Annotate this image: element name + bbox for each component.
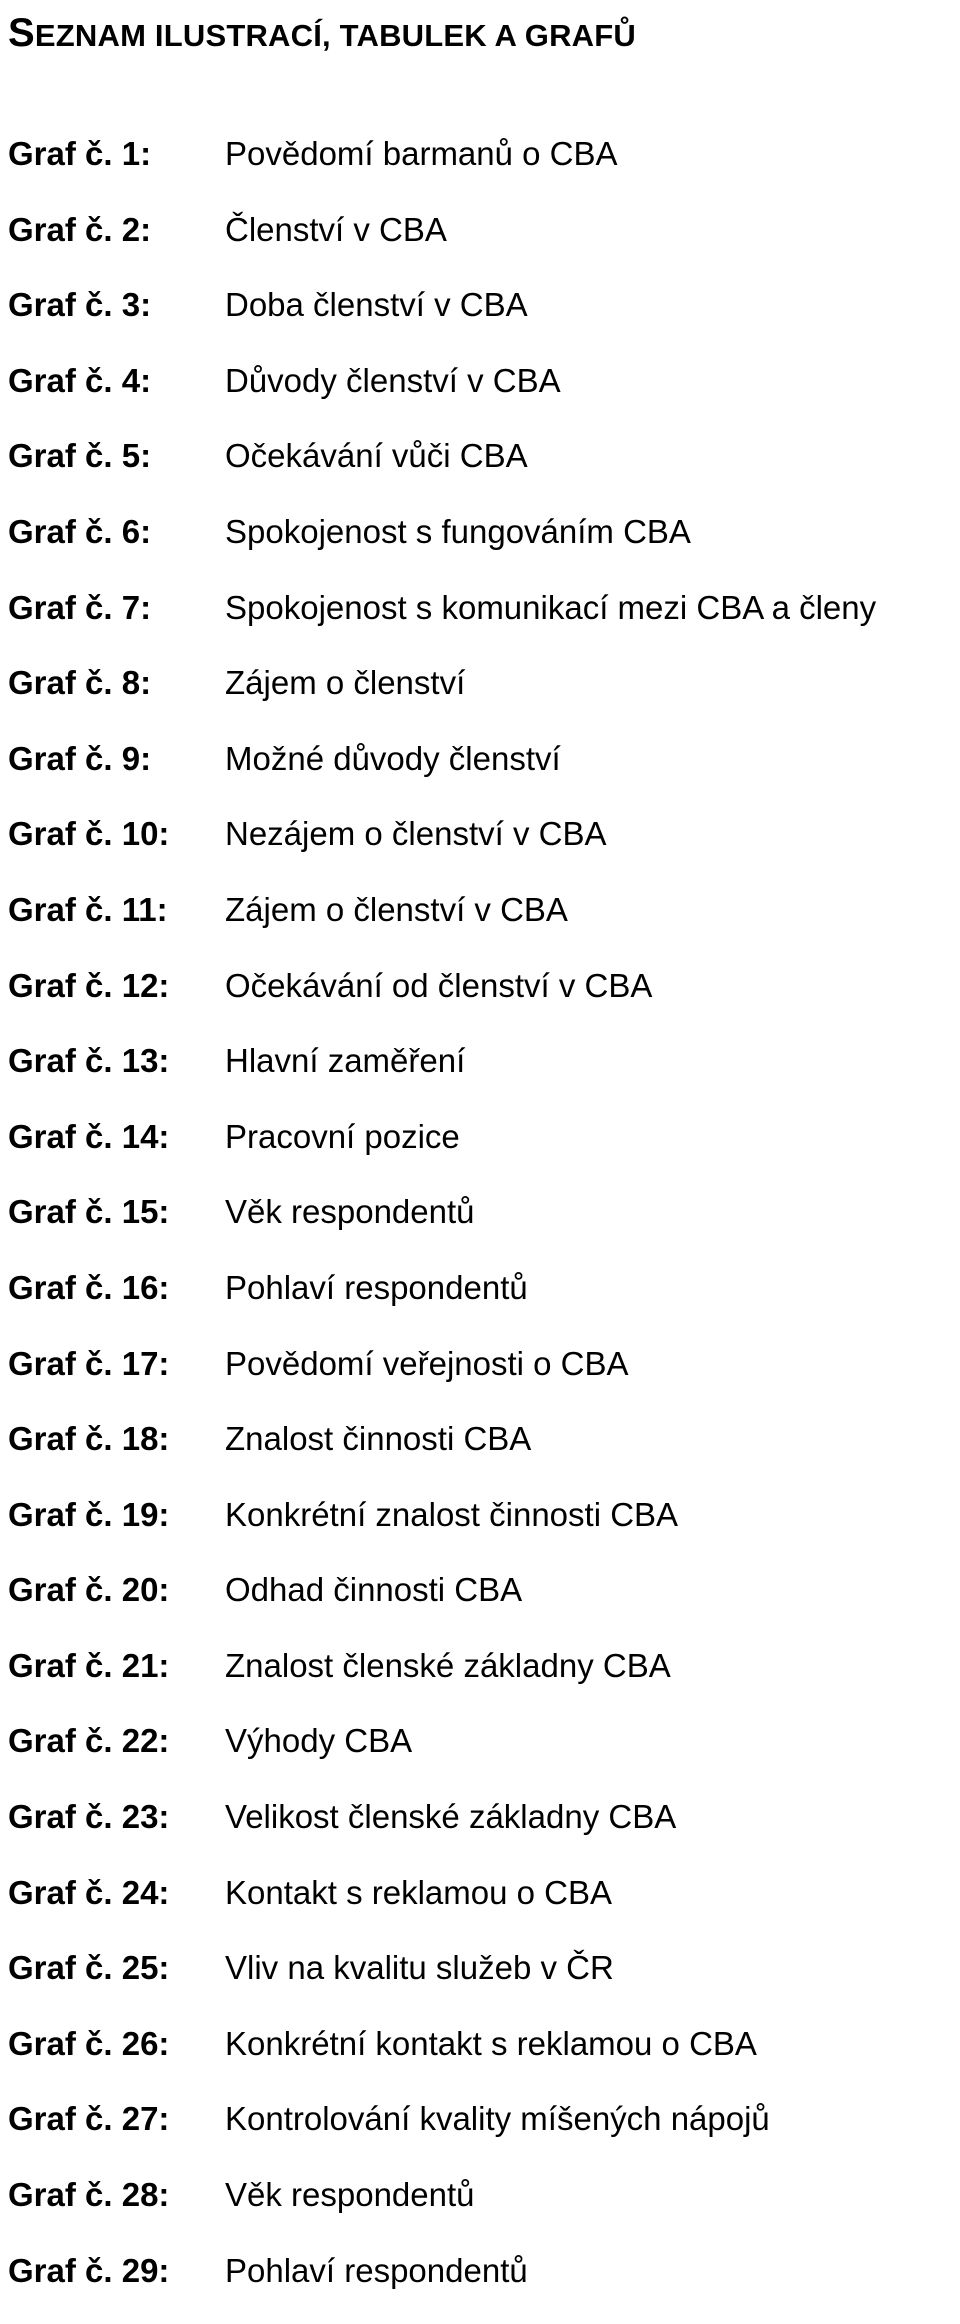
figure-title: Znalost členské základny CBA xyxy=(225,1646,671,1684)
figure-label: Graf č. 12: xyxy=(8,966,170,1004)
figure-title: Věk respondentů xyxy=(225,1193,475,1231)
figure-title: Výhody CBA xyxy=(225,1722,413,1760)
list-item xyxy=(0,2249,960,2324)
figure-list xyxy=(0,132,960,2324)
figure-title: Konkrétní kontakt s reklamou o CBA xyxy=(225,2024,757,2062)
list-item xyxy=(0,1719,960,1795)
figure-title: Odhad činnosti CBA xyxy=(225,1571,523,1609)
figure-label: Graf č. 19: xyxy=(8,1495,170,1533)
figure-title: Očekávání vůči CBA xyxy=(225,437,528,475)
list-item xyxy=(0,1871,960,1947)
figure-title: Doba členství v CBA xyxy=(225,286,528,324)
figure-title: Očekávání od členství v CBA xyxy=(225,966,653,1004)
list-item xyxy=(0,208,960,284)
figure-label: Graf č. 28: xyxy=(8,2176,170,2214)
figure-title: Spokojenost s komunikací mezi CBA a členy xyxy=(225,588,877,626)
figure-label: Graf č. 21: xyxy=(8,1646,170,1684)
figure-label: Graf č. 29: xyxy=(8,2251,170,2289)
figure-title: Pohlaví respondentů xyxy=(225,1268,528,1306)
list-item xyxy=(0,1342,960,1418)
list-item xyxy=(0,812,960,888)
list-item xyxy=(0,1795,960,1871)
section-heading-initial: S xyxy=(8,11,35,55)
figure-title: Povědomí barmanů o CBA xyxy=(225,135,618,172)
figure-title: Pracovní pozice xyxy=(225,1117,460,1155)
list-item xyxy=(0,1417,960,1493)
list-item xyxy=(0,888,960,964)
figure-label: Graf č. 1: xyxy=(8,135,152,172)
list-item xyxy=(0,132,960,208)
list-item xyxy=(0,1568,960,1644)
list-item xyxy=(0,1039,960,1115)
figure-title: Možné důvody členství xyxy=(225,739,561,777)
figure-label: Graf č. 27: xyxy=(8,2100,170,2138)
list-item xyxy=(0,1115,960,1191)
figure-title: Věk respondentů xyxy=(225,2176,475,2214)
figure-title: Vliv na kvalitu služeb v ČR xyxy=(225,1949,614,1987)
figure-title: Důvody členství v CBA xyxy=(225,361,561,399)
figure-label: Graf č. 8: xyxy=(8,664,152,702)
list-item xyxy=(0,1493,960,1569)
list-item xyxy=(0,359,960,435)
section-heading xyxy=(8,6,636,63)
section-heading-rest: EZNAM ILUSTRACÍ, TABULEK A GRAFŮ xyxy=(34,18,636,53)
list-item xyxy=(0,283,960,359)
figure-label: Graf č. 2: xyxy=(8,210,152,248)
list-item xyxy=(0,2022,960,2098)
list-item xyxy=(0,1644,960,1720)
figure-title: Kontrolování kvality míšených nápojů xyxy=(225,2100,770,2138)
figure-label: Graf č. 20: xyxy=(8,1571,170,1609)
list-item xyxy=(0,2173,960,2249)
figure-title: Spokojenost s fungováním CBA xyxy=(225,512,691,550)
figure-title: Zájem o členství xyxy=(225,664,466,702)
list-item xyxy=(0,964,960,1040)
figure-label: Graf č. 23: xyxy=(8,1798,170,1836)
figure-title: Kontakt s reklamou o CBA xyxy=(225,1873,613,1911)
figure-label: Graf č. 9: xyxy=(8,739,152,777)
figure-title: Nezájem o členství v CBA xyxy=(225,815,607,853)
figure-title: Hlavní zaměření xyxy=(225,1042,466,1080)
figure-label: Graf č. 24: xyxy=(8,1873,170,1911)
figure-label: Graf č. 25: xyxy=(8,1949,170,1987)
figure-label: Graf č. 4: xyxy=(8,361,152,399)
figure-label: Graf č. 7: xyxy=(8,588,152,626)
figure-label: Graf č. 15: xyxy=(8,1193,170,1231)
list-item xyxy=(0,434,960,510)
figure-title: Konkrétní znalost činnosti CBA xyxy=(225,1495,679,1533)
figure-label: Graf č. 16: xyxy=(8,1268,170,1306)
figure-label: Graf č. 10: xyxy=(8,815,170,853)
list-item xyxy=(0,510,960,586)
list-item xyxy=(0,737,960,813)
figure-title: Znalost činnosti CBA xyxy=(225,1420,532,1458)
figure-label: Graf č. 3: xyxy=(8,286,152,324)
list-item xyxy=(0,1266,960,1342)
figure-label: Graf č. 18: xyxy=(8,1420,170,1458)
list-item xyxy=(0,2097,960,2173)
figure-label: Graf č. 17: xyxy=(8,1344,170,1382)
figure-label: Graf č. 13: xyxy=(8,1042,170,1080)
figure-label: Graf č. 5: xyxy=(8,437,152,475)
figure-label: Graf č. 22: xyxy=(8,1722,170,1760)
list-item xyxy=(0,661,960,737)
list-item xyxy=(0,586,960,662)
list-item xyxy=(0,1946,960,2022)
figure-label: Graf č. 11: xyxy=(8,890,168,928)
figure-title: Povědomí veřejnosti o CBA xyxy=(225,1344,629,1382)
list-item xyxy=(0,1190,960,1266)
figure-title: Zájem o členství v CBA xyxy=(225,890,568,928)
figure-title: Pohlaví respondentů xyxy=(225,2251,528,2289)
figure-label: Graf č. 6: xyxy=(8,512,152,550)
figure-label: Graf č. 26: xyxy=(8,2024,170,2062)
figure-label: Graf č. 14: xyxy=(8,1117,170,1155)
figure-title: Členství v CBA xyxy=(225,210,447,248)
figure-title: Velikost členské základny CBA xyxy=(225,1798,677,1836)
